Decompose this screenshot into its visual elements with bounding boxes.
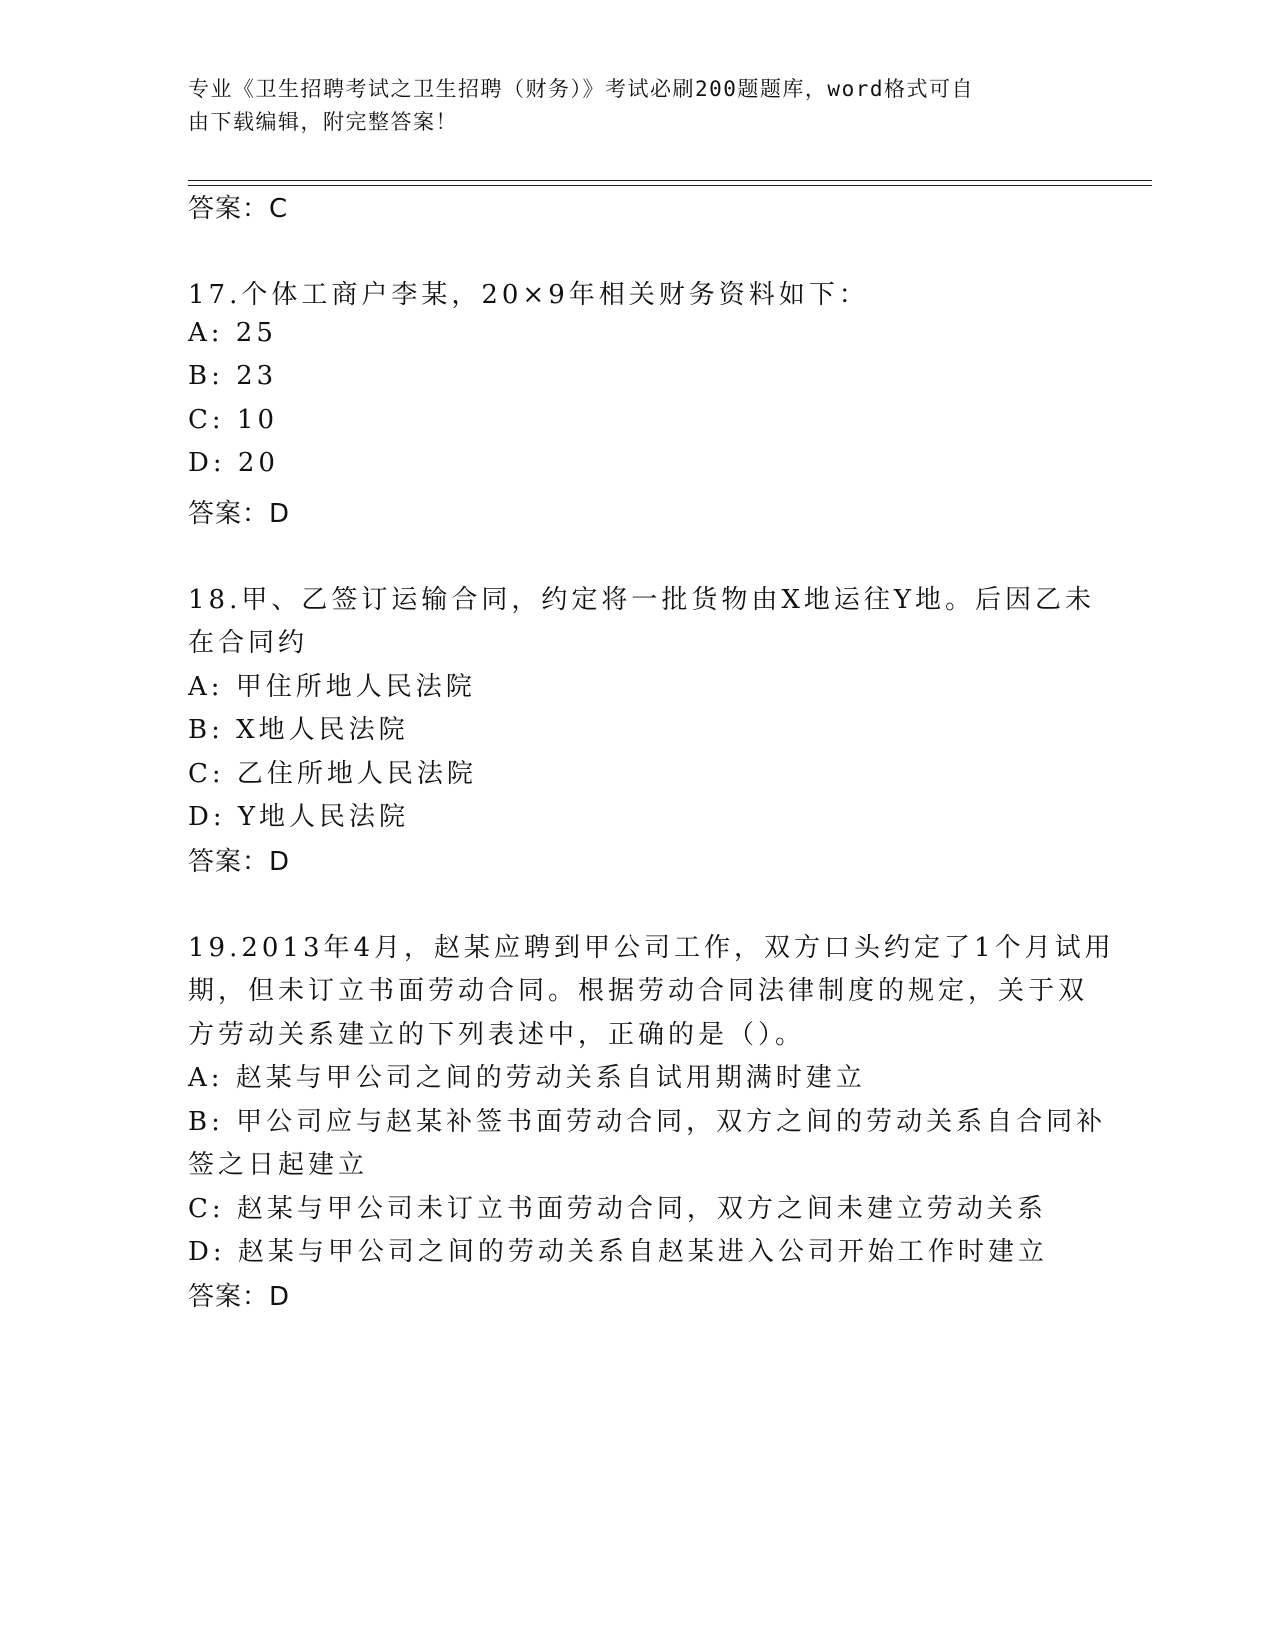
q17-option-b: B: 23: [188, 361, 278, 391]
q17-stem: 17.个体工商户李某，20×9年相关财务资料如下：: [188, 280, 869, 310]
q19-answer: 答案：D: [188, 1282, 291, 1312]
q18-stem-line-1: 18.甲、乙签订运输合同，约定将一批货物由X地运往Y地。后因乙未: [188, 585, 1096, 615]
header-divider-top: [188, 180, 1152, 181]
answer-16: 答案：C: [188, 194, 289, 224]
q19-stem-line-2: 期，但未订立书面劳动合同。根据劳动合同法律制度的规定，关于双: [188, 976, 1089, 1006]
q19-stem-line-3: 方劳动关系建立的下列表述中，正确的是（）。: [188, 1020, 806, 1050]
q18-stem-line-2: 在合同约: [188, 628, 309, 658]
q17-option-c: C: 10: [188, 405, 279, 435]
q19-option-c: C: 赵某与甲公司未订立书面劳动合同，双方之间未建立劳动关系: [188, 1194, 1047, 1224]
header-divider-bottom: [188, 185, 1152, 186]
q18-option-a: A: 甲住所地人民法院: [188, 672, 476, 702]
q18-option-d: D: Y地人民法院: [188, 802, 410, 832]
q18-answer: 答案：D: [188, 847, 291, 877]
document-header: [188, 73, 1068, 139]
q18-option-b: B: X地人民法院: [188, 715, 409, 745]
q18-option-c: C: 乙住所地人民法院: [188, 759, 477, 789]
header-line-1: 专业《卫生招聘考试之卫生招聘（财务）》考试必刷200题题库，word格式可自: [188, 77, 974, 101]
q17-option-a: A: 25: [188, 318, 277, 348]
q19-option-b-line-2: 签之日起建立: [188, 1150, 369, 1180]
header-line-2: 由下载编辑，附完整答案！: [188, 110, 458, 134]
q19-option-d: D: 赵某与甲公司之间的劳动关系自赵某进入公司开始工作时建立: [188, 1237, 1048, 1267]
q19-option-a: A: 赵某与甲公司之间的劳动关系自试用期满时建立: [188, 1063, 866, 1093]
q19-option-b-line-1: B: 甲公司应与赵某补签书面劳动合同，双方之间的劳动关系自合同补: [188, 1107, 1107, 1137]
q19-stem-line-1: 19.2013年4月，赵某应聘到甲公司工作，双方口头约定了1个月试用: [188, 933, 1115, 963]
q17-option-d: D: 20: [188, 448, 279, 478]
q17-answer: 答案：D: [188, 499, 291, 529]
